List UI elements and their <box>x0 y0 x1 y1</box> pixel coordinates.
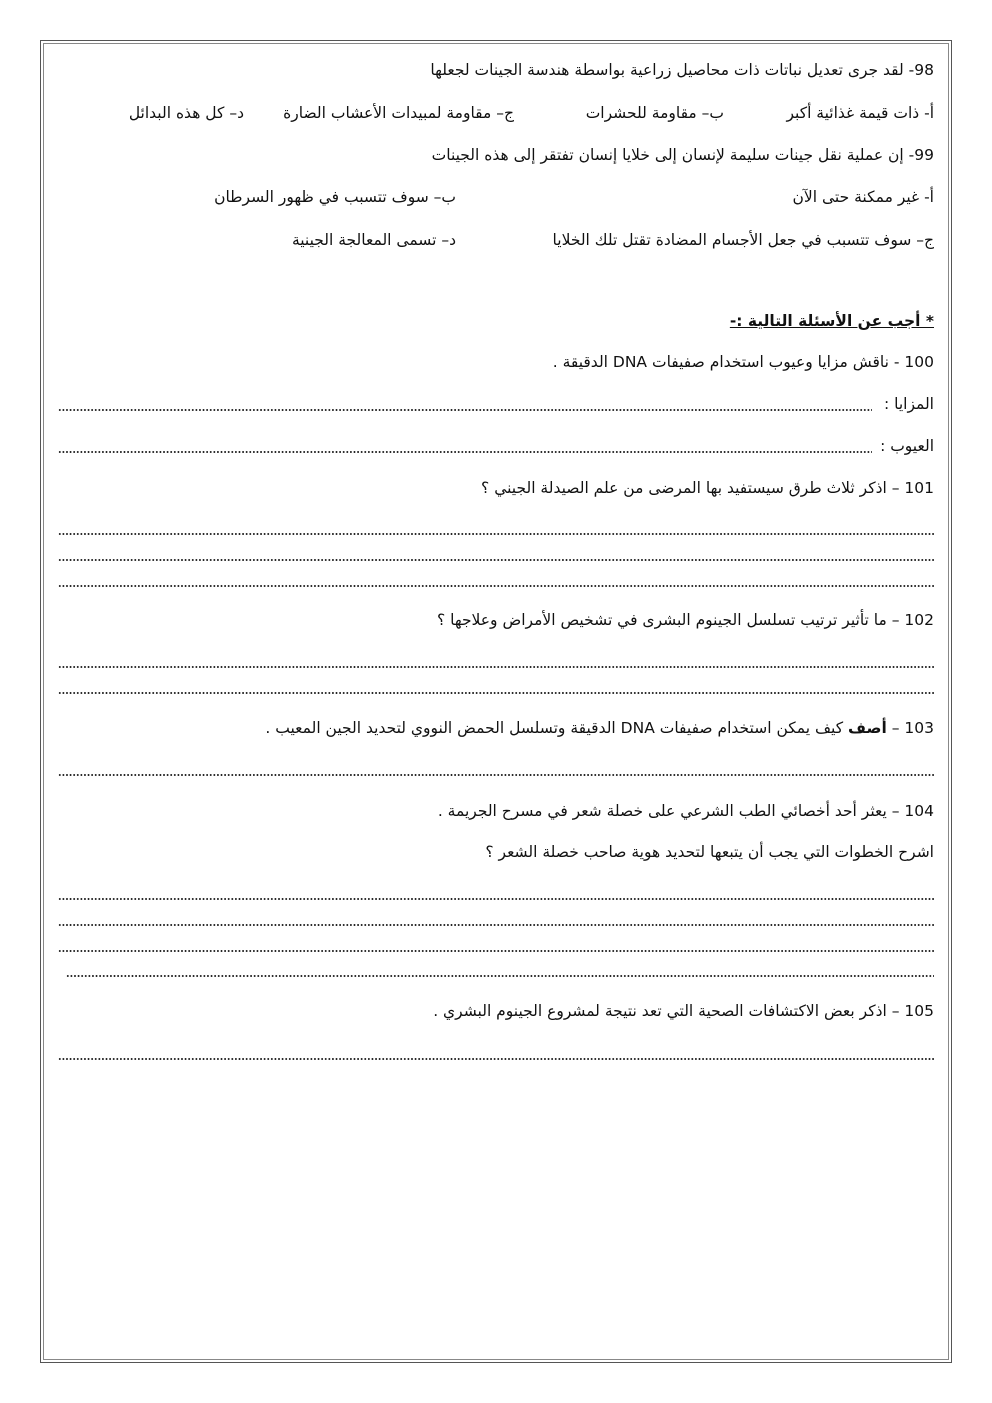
q103-verb: أصف <box>848 719 887 737</box>
q99-option-c: ج– سوف تتسبب في جعل الأجسام المضادة تقتل تلك الخلايا <box>552 231 934 249</box>
q102-answer-line-2[interactable] <box>58 692 934 694</box>
q102-answer-line-1[interactable] <box>58 666 934 668</box>
q100-advantages-row <box>58 395 934 415</box>
q104-line-2: اشرح الخطوات التي يجب أن يتبعها لتحديد هوية صاحب خصلة الشعر ؟ <box>485 843 934 861</box>
q105-text: 105 – اذكر بعض الاكتشافات الصحية التي تعد نتيجة لمشروع الجينوم البشري . <box>433 1002 934 1020</box>
q103-text-after: الدقيقة وتسلسل الحمض النووي لتحديد الجين المعيب . <box>265 719 621 737</box>
q100-text <box>553 353 934 371</box>
q98-option-b: ب– مقاومة للحشرات <box>585 104 724 122</box>
q100-disadvantages-label: العيوب : <box>880 437 934 455</box>
q100-disadvantages-row <box>58 437 934 457</box>
q101-answer-line-2[interactable] <box>58 559 934 561</box>
q104-answer-line-2[interactable] <box>58 924 934 926</box>
q101-answer-line-3[interactable] <box>58 585 934 587</box>
q98-stem: 98- لقد جرى تعديل نباتات ذات محاصيل زراعية بواسطة هندسة الجينات لجعلها <box>430 61 934 79</box>
section-heading: * أجب عن الأسئلة التالية :- <box>729 312 934 330</box>
q100-text-after: الدقيقة . <box>552 353 613 371</box>
q99-option-a: أ- غير ممكنة حتى الآن <box>792 188 934 206</box>
q102-text: 102 – ما تأثير ترتيب تسلسل الجينوم البشرى في تشخيص الأمراض وعلاجها ؟ <box>436 611 934 629</box>
q100-advantages-answer-line[interactable] <box>58 409 872 411</box>
q100-text-before: - ناقش مزايا وعيوب استخدام صفيفات <box>647 353 905 371</box>
q100-number: 100 <box>904 353 934 371</box>
q104-answer-line-3[interactable] <box>58 950 934 952</box>
q98-option-c: ج– مقاومة لمبيدات الأعشاب الضارة <box>283 104 514 122</box>
q103-answer-line-1[interactable] <box>58 774 934 776</box>
q104-answer-line-4[interactable] <box>66 975 934 977</box>
q104-line-1: 104 – يعثر أحد أخصائي الطب الشرعي على خصلة شعر في مسرح الجريمة . <box>437 802 934 820</box>
worksheet <box>58 0 934 1403</box>
q101-text: 101 – اذكر ثلاث طرق سيستفيد بها المرضى من علم الصيدلة الجيني ؟ <box>481 479 934 497</box>
q100-dna: DNA <box>612 353 648 371</box>
q99-option-d: د– تسمى المعالجة الجينية <box>291 231 456 249</box>
q103-number: 103 – <box>886 719 934 737</box>
q103-text-before: كيف يمكن استخدام صفيفات <box>654 719 849 737</box>
q100-advantages-label: المزايا : <box>883 395 934 413</box>
q104-answer-line-1[interactable] <box>58 898 934 900</box>
q98-option-a: أ- ذات قيمة غذائية أكبر <box>786 104 934 122</box>
q100-disadvantages-answer-line[interactable] <box>58 451 872 453</box>
q99-option-b: ب– سوف تتسبب في ظهور السرطان <box>214 188 456 206</box>
q99-stem: 99- إن عملية نقل جينات سليمة لإنسان إلى خلايا إنسان تفتقر إلى هذه الجينات <box>431 146 934 164</box>
q103-dna: DNA <box>620 719 655 737</box>
q98-option-d: د– كل هذه البدائل <box>128 104 244 122</box>
q101-answer-line-1[interactable] <box>58 533 934 535</box>
q105-answer-line-1[interactable] <box>58 1058 934 1060</box>
q103-text <box>265 719 934 737</box>
